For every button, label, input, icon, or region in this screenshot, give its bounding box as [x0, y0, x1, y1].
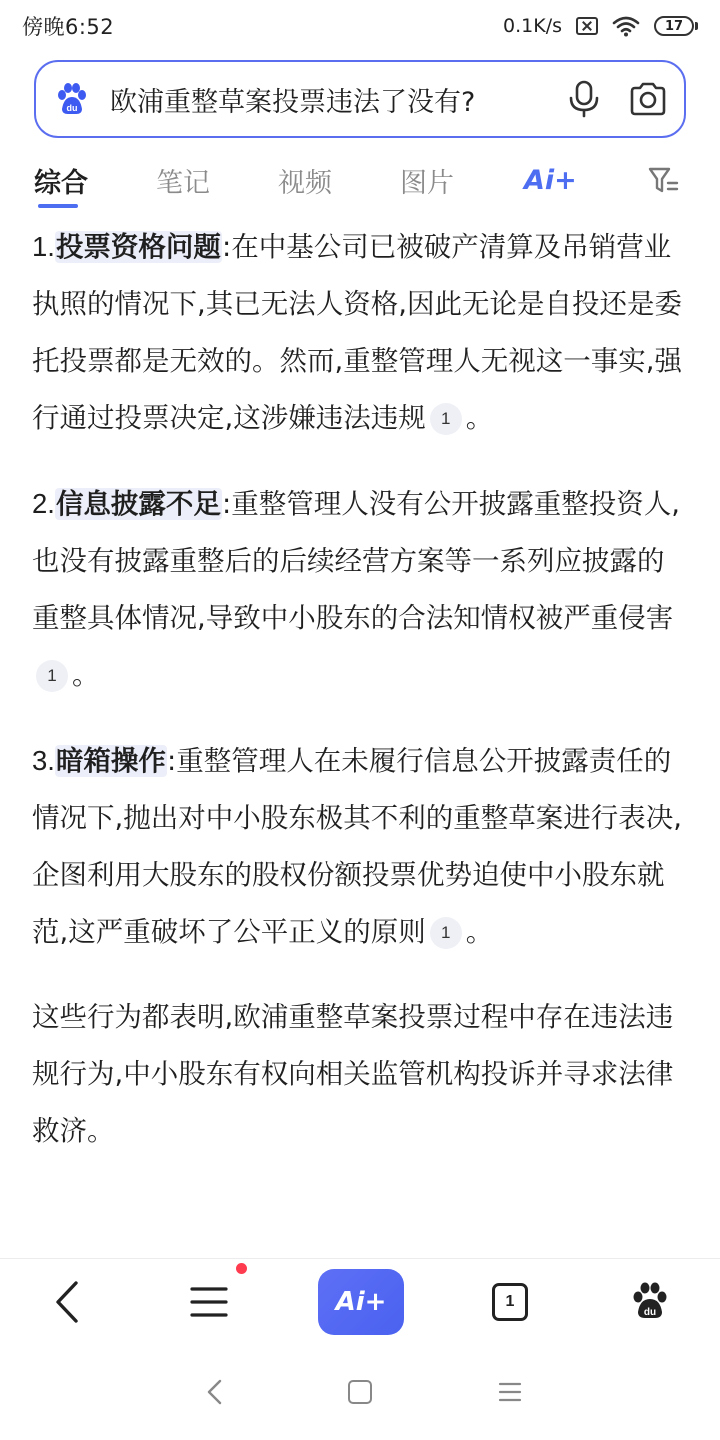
baidu-paw-icon	[54, 81, 90, 117]
point-number: 3.	[32, 745, 55, 776]
status-time: 傍晚6:52	[22, 15, 115, 39]
tab-ai[interactable]: Ai+	[524, 164, 577, 196]
citation-badge[interactable]: 1	[430, 403, 462, 435]
battery-level: 17	[654, 16, 694, 36]
network-speed: 0.1K/s	[503, 15, 562, 37]
answer-content	[32, 218, 684, 1188]
tab-video[interactable]: 视频	[278, 167, 332, 199]
tab-images[interactable]: 图片	[400, 167, 454, 199]
point-end: 。	[72, 659, 100, 691]
point-title[interactable]: 暗箱操作	[55, 745, 166, 777]
notification-dot	[236, 1263, 247, 1274]
tab-count-button[interactable]: 1	[492, 1283, 528, 1321]
filter-icon[interactable]	[647, 165, 679, 195]
point-text: :重整管理人在未履行信息公开披露责任的情况下,抛出对中小股东极其不利的重整草案进行表决,企图利用大股东的股权份额投票优势迫使中小股东就范,这严重破坏了公平正义的原则	[32, 745, 682, 948]
search-box[interactable]	[34, 60, 686, 138]
back-icon[interactable]	[46, 1277, 90, 1327]
microphone-icon[interactable]	[566, 79, 602, 119]
status-bar	[0, 0, 720, 52]
point-end: 。	[465, 402, 494, 434]
answer-point-1	[32, 218, 684, 447]
search-query[interactable]: 欧浦重整草案投票违法了没有?	[110, 86, 476, 118]
answer-point-3	[32, 732, 684, 961]
system-recents-icon[interactable]	[498, 1381, 522, 1403]
point-title[interactable]: 投票资格问题	[55, 231, 221, 263]
citation-badge[interactable]: 1	[36, 660, 68, 692]
battery-icon	[654, 16, 698, 36]
system-home-icon[interactable]	[348, 1380, 372, 1404]
system-nav-bar	[0, 1345, 720, 1440]
status-icons	[503, 15, 698, 37]
tab-comprehensive[interactable]: 综合	[34, 152, 88, 208]
point-end: 。	[465, 916, 494, 948]
answer-point-2	[32, 475, 684, 704]
no-sim-icon	[576, 17, 598, 35]
ai-assistant-button[interactable]: Ai+	[318, 1269, 404, 1335]
point-title[interactable]: 信息披露不足	[55, 488, 221, 520]
bottom-nav	[0, 1258, 720, 1344]
svg-text:du: du	[66, 103, 78, 113]
tab-notes[interactable]: 笔记	[156, 167, 210, 199]
system-back-icon[interactable]	[204, 1378, 226, 1406]
menu-icon[interactable]	[186, 1281, 232, 1323]
citation-badge[interactable]: 1	[430, 917, 462, 949]
answer-conclusion: 这些行为都表明,欧浦重整草案投票过程中存在违法违规行为,中小股东有权向相关监管机构投诉并寻求法律救济。	[32, 1001, 674, 1147]
point-text: :在中基公司已被破产清算及吊销营业执照的情况下,其已无法人资格,因此无论是自投还是委托投票都是无效的。然而,重整管理人无视这一事实,强行通过投票决定,这涉嫌违法违规	[32, 231, 682, 434]
baidu-paw-icon[interactable]	[630, 1281, 670, 1321]
point-text: :重整管理人没有公开披露重整投资人,也没有披露重整后的后续经营方案等一系列应披露的重整具体情况,导致中小股东的合法知情权被严重侵害	[32, 488, 680, 634]
point-number: 1.	[32, 231, 55, 262]
search-tabs	[0, 152, 720, 208]
svg-text:du: du	[643, 1307, 657, 1318]
wifi-icon	[612, 15, 640, 37]
point-number: 2.	[32, 488, 55, 519]
camera-icon[interactable]	[628, 81, 668, 117]
